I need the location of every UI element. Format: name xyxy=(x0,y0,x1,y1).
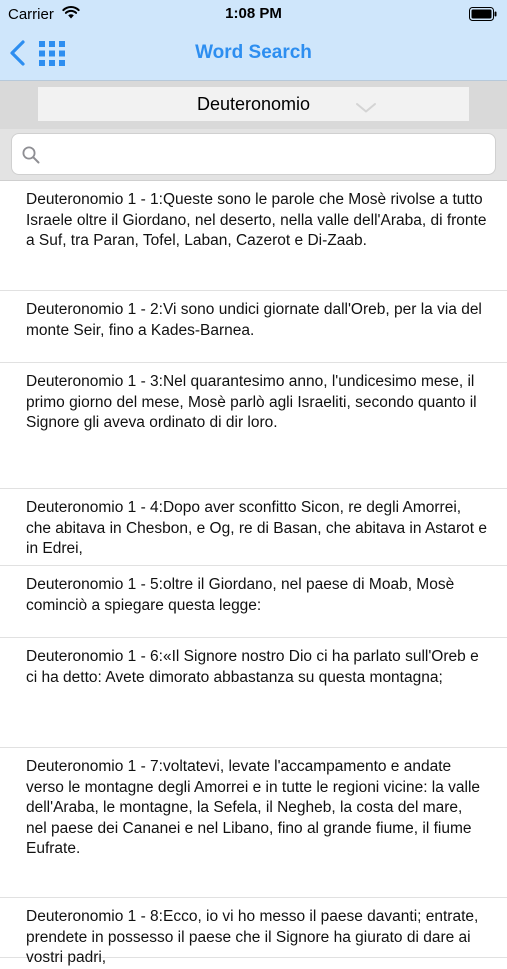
list-item[interactable] xyxy=(0,566,507,638)
search-bar xyxy=(0,129,507,181)
search-field[interactable] xyxy=(11,133,496,175)
chevron-down-icon xyxy=(356,100,376,118)
list-item[interactable] xyxy=(0,748,507,898)
verse-text: Deuteronomio 1 - 5:oltre il Giordano, nel paese di Moab, Mosè cominciò a spiegare questa legge: xyxy=(26,576,455,614)
clock: 1:08 PM xyxy=(225,5,282,22)
verse-text: Deuteronomio 1 - 2:Vi sono undici giornate dall'Oreb, per la via del monte Seir, fino a Kades-Barnea. xyxy=(26,301,482,339)
verse-text: Deuteronomio 1 - 3:Nel quarantesimo anno, l'undicesimo mese, il primo giorno del mese, Mosè parlò agli Israeliti, secondo quanto il Signore gli aveva ordinato di dir loro. xyxy=(26,373,477,431)
verse-text: Deuteronomio 1 - 7:voltatevi, levate l'accampamento e andate verso le montagne degli Amorrei e in tutte le regioni vicine: la valle dell'Araba, le montagne, la Sefela, il Negheb, la costa del mare, nel paese dei Cananei e nel Libano, fino al grande fiume, il fiume Eufrate. xyxy=(26,758,481,857)
list-item[interactable] xyxy=(0,638,507,748)
selected-book-label: Deuteronomio xyxy=(196,94,311,114)
search-icon xyxy=(22,146,40,169)
list-item[interactable] xyxy=(0,181,507,291)
list-item[interactable] xyxy=(0,291,507,363)
verse-results-list xyxy=(0,181,507,966)
verse-text: Deuteronomio 1 - 1:Queste sono le parole che Mosè rivolse a tutto Israele oltre il Giordano, nel deserto, nella valle dell'Araba, di fronte a Suf, tra Paran, Tofel, Laban, Cazerot e Di-Zaab. xyxy=(26,191,487,249)
battery-icon xyxy=(469,7,497,26)
status-bar xyxy=(0,0,507,28)
book-selector-bar xyxy=(0,81,507,129)
verse-text: Deuteronomio 1 - 8:Ecco, io vi ho messo il paese davanti; entrate, prendete in possesso il paese che il Signore ha giurato di dare ai vostri padri, xyxy=(26,908,479,966)
list-item[interactable] xyxy=(0,489,507,566)
search-input[interactable] xyxy=(48,140,492,170)
list-item[interactable] xyxy=(0,898,507,966)
navigation-bar xyxy=(0,28,507,81)
carrier-label: Carrier xyxy=(8,6,54,23)
verse-text: Deuteronomio 1 - 4:Dopo aver sconfitto Sicon, re degli Amorrei, che abitava in Chesbon, e Og, re di Basan, che abitava in Astarot e in Edrei, xyxy=(26,499,487,557)
verse-text: Deuteronomio 1 - 6:«Il Signore nostro Dio ci ha parlato sull'Oreb e ci ha detto: Avete dimorato abbastanza su questa montagna; xyxy=(26,648,479,686)
list-item[interactable] xyxy=(0,363,507,489)
page-title: Word Search xyxy=(195,42,312,63)
book-picker[interactable] xyxy=(38,87,469,121)
